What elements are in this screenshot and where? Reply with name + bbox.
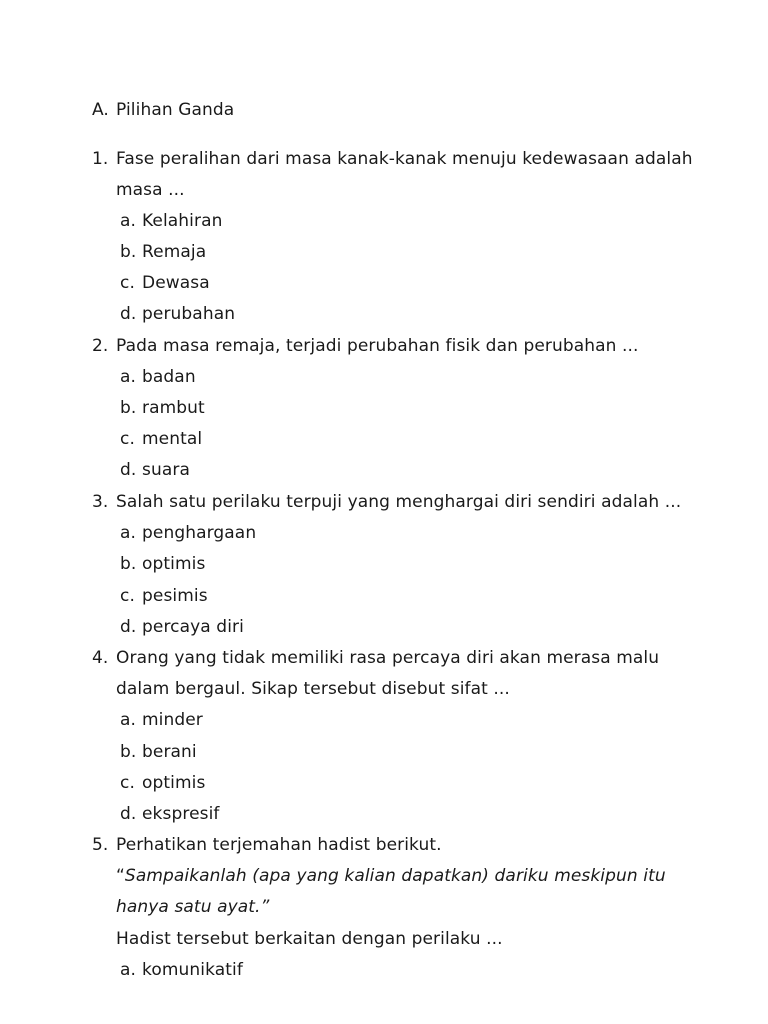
question-4-option-c-letter: c.	[120, 773, 135, 793]
question-5-option-a-text: komunikatif	[142, 960, 243, 980]
question-4-option-c-text: optimis	[142, 773, 206, 793]
question-1-option-b-text: Remaja	[142, 242, 207, 262]
question-3-option-a-letter: a.	[120, 523, 137, 543]
question-1-option-b-letter: b.	[120, 242, 137, 262]
question-1-text-line-2: masa ...	[116, 180, 185, 200]
question-4-option-b-letter: b.	[120, 742, 137, 762]
quote-open-mark: “	[116, 866, 125, 886]
hadith-quote-line-2	[116, 897, 269, 917]
question-3-number: 3.	[92, 492, 109, 512]
question-3-option-b-text: optimis	[142, 554, 206, 574]
question-2-option-a-letter: a.	[120, 367, 137, 387]
question-2-option-c-letter: c.	[120, 429, 135, 449]
question-5-number: 5.	[92, 835, 109, 855]
question-2-text-line-1: Pada masa remaja, terjadi perubahan fisik dan perubahan ...	[116, 336, 639, 356]
question-1-option-a-text: Kelahiran	[142, 211, 223, 231]
section-title: Pilihan Ganda	[116, 100, 235, 120]
question-1-number: 1.	[92, 149, 109, 169]
question-4-option-a-letter: a.	[120, 710, 137, 730]
question-5-option-a-letter: a.	[120, 960, 137, 980]
question-4-number: 4.	[92, 648, 109, 668]
question-4-option-b-text: berani	[142, 742, 197, 762]
question-3-option-c-letter: c.	[120, 586, 135, 606]
question-4-option-a-text: minder	[142, 710, 203, 730]
question-4-option-d-text: ekspresif	[142, 804, 220, 824]
question-4-text-line-1: Orang yang tidak memiliki rasa percaya diri akan merasa malu	[116, 648, 660, 668]
question-2-option-b-letter: b.	[120, 398, 137, 418]
question-4-option-d-letter: d.	[120, 804, 137, 824]
question-3-text-line-1: Salah satu perilaku terpuji yang menghargai diri sendiri adalah ...	[116, 492, 682, 512]
question-1-option-d-letter: d.	[120, 304, 137, 324]
question-1-option-c-text: Dewasa	[142, 273, 210, 293]
hadith-quote-text-1: Sampaikanlah (apa yang kalian dapatkan) dariku meskipun itu	[124, 866, 666, 886]
question-3-option-b-letter: b.	[120, 554, 137, 574]
question-1-option-a-letter: a.	[120, 211, 137, 231]
question-2-number: 2.	[92, 336, 109, 356]
question-2-option-b-text: rambut	[142, 398, 205, 418]
question-1-option-d-text: perubahan	[142, 304, 236, 324]
question-2-option-d-letter: d.	[120, 460, 137, 480]
quote-close-mark: ”	[260, 897, 270, 917]
question-3-option-d-text: percaya diri	[142, 617, 244, 637]
question-5-after-quote: Hadist tersebut berkaitan dengan perilaku ...	[116, 929, 503, 949]
hadith-quote-text-2: hanya satu ayat.	[116, 897, 261, 917]
hadith-quote-line-1	[116, 866, 666, 886]
question-4-text-line-2: dalam bergaul. Sikap tersebut disebut sifat ...	[116, 679, 510, 699]
question-2-option-c-text: mental	[142, 429, 203, 449]
question-1-option-c-letter: c.	[120, 273, 135, 293]
question-3-option-a-text: penghargaan	[142, 523, 257, 543]
question-2-option-a-text: badan	[142, 367, 196, 387]
question-3-option-c-text: pesimis	[142, 586, 208, 606]
question-3-option-d-letter: d.	[120, 617, 137, 637]
question-1-text-line-1: Fase peralihan dari masa kanak-kanak menuju kedewasaan adalah	[116, 149, 693, 169]
section-letter: A.	[92, 100, 109, 120]
question-5-text-line-1: Perhatikan terjemahan hadist berikut.	[116, 835, 442, 855]
question-2-option-d-text: suara	[142, 460, 190, 480]
